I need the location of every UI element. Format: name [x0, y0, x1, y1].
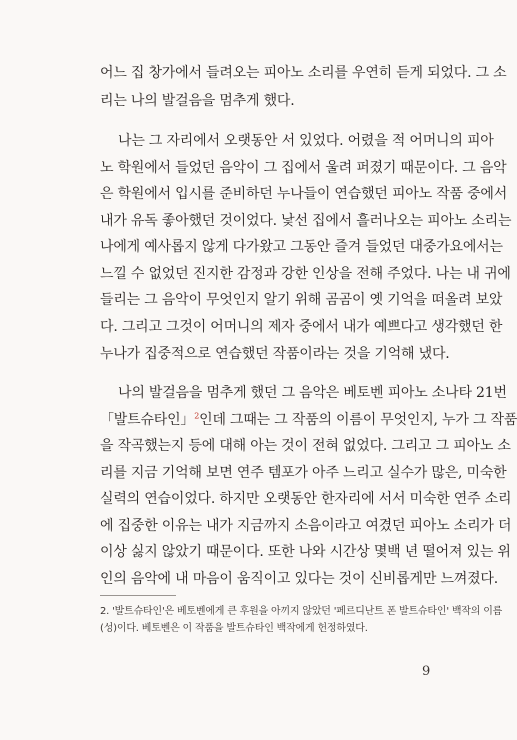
body-line: 나에게 예사롭지 않게 다가왔고 그동안 즐겨 들었던 대중가요에서는 [100, 239, 503, 255]
body-line: 들리는 그 음악이 무엇인지 알기 위해 곰곰이 옛 기억을 떠올려 보았 [100, 292, 503, 308]
body-line: 인의 음악에 내 마음이 움직이고 있다는 것이 신비롭게만 느껴졌다. [100, 571, 498, 587]
body-line: 을 작곡했는지 등에 대해 아는 것이 전혀 없었다. 그리고 그 피아노 소 [100, 438, 511, 454]
body-line-with-footnote [100, 410, 517, 430]
body-line: 나는 그 자리에서 오랫동안 서 있었다. 어렸을 적 어머니의 피아 [118, 133, 494, 149]
page-number: 9 [422, 664, 431, 679]
footnote-line-text [100, 410, 517, 430]
footnote-reference[interactable]: 2 [194, 411, 200, 421]
footnote-line-start: 「발트슈타인」$^2$ [100, 411, 200, 428]
body-line: 은 학원에서 입시를 준비하던 누나들이 연습했던 피아노 작품 중에서 [100, 186, 508, 202]
body-line: 느낄 수 없었던 진지한 감정과 강한 인상을 전해 주었다. 나는 내 귀에 [100, 266, 511, 282]
body-line: 에 집중한 이유는 내가 지금까지 소음이라고 여겼던 피아노 소리가 더 [100, 518, 512, 534]
footnote-line: 2. '발트슈타인'은 베토벤에게 큰 후원을 아끼지 않았던 '페르디난트 폰 발트슈타인' 백작의 이름 [100, 606, 503, 617]
footnote-line: (성)이다. 베토벤은 이 작품을 발트슈타인 백작에게 헌정하였다. [100, 623, 368, 634]
footnote-line-rest: 인데 그때는 그 작품의 이름이 무엇인지, 누가 그 작품 [199, 412, 517, 428]
body-line: 이상 싫지 않았기 때문이다. 또한 나와 시간상 몇백 년 떨어져 있는 위 [100, 544, 511, 560]
body-line: 리는 나의 발걸음을 멈추게 했다. [100, 93, 295, 109]
body-line: 나의 발걸음을 멈추게 했던 그 음악은 베토벤 피아노 소나타 21번 [118, 385, 507, 401]
body-line: 실력의 연습이었다. 하지만 오랫동안 한자리에 서서 미숙한 연주 소리 [100, 491, 512, 507]
body-line: 리를 지금 기억해 보면 연주 템포가 아주 느리고 실수가 많은, 미숙한 [100, 465, 507, 481]
body-line: 누나가 집중적으로 연습했던 작품이라는 것을 기억해 냈다. [100, 346, 450, 362]
body-line: 내가 유독 좋아했던 것이었다. 낯선 집에서 흘러나오는 피아노 소리는 [100, 213, 512, 229]
body-line: 어느 집 창가에서 들려오는 피아노 소리를 우연히 듣게 되었다. 그 소 [100, 65, 507, 81]
footnote-divider [100, 595, 176, 596]
body-line: 다. 그리고 그것이 어머니의 제자 중에서 내가 예쁘다고 생각했던 한 [100, 319, 503, 335]
body-line: 노 학원에서 들었던 음악이 그 집에서 울려 퍼졌기 때문이다. 그 음악 [100, 160, 507, 176]
